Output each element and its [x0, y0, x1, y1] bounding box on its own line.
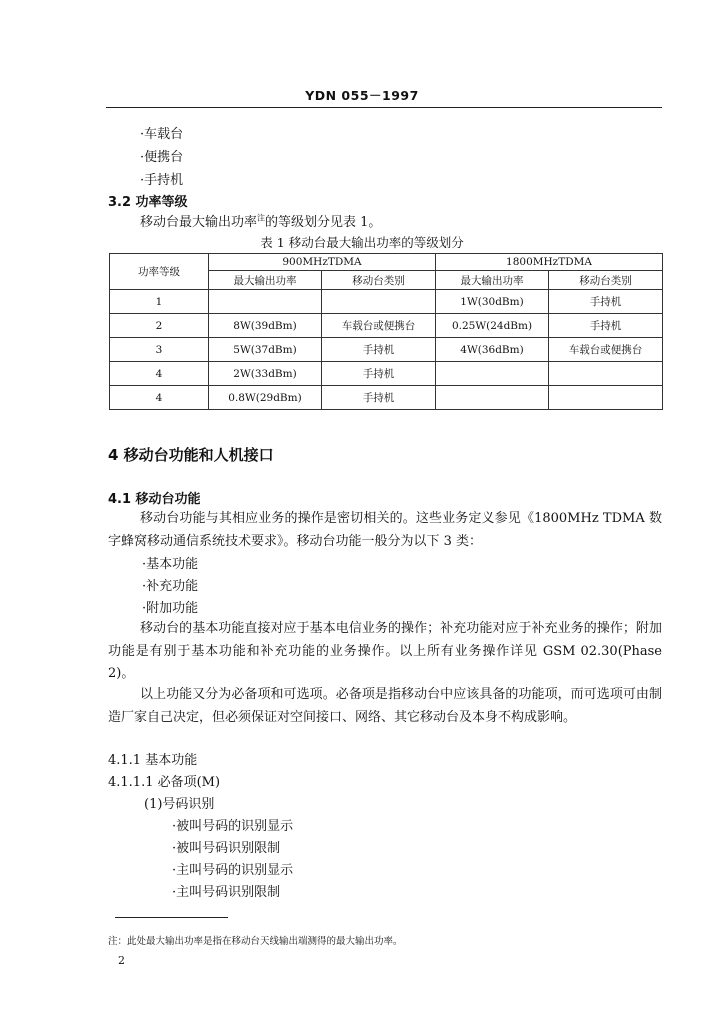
section-text-part1: 移动台最大输出功率: [140, 215, 258, 230]
cell-power-900: 5W(37dBm): [209, 338, 322, 362]
header-max-power-900: 最大输出功率: [209, 271, 322, 290]
section-heading-4-1-1: 4.1.1 基本功能: [108, 753, 198, 768]
cell-type-1800: [549, 362, 663, 386]
section-heading-4-1-1-1: 4.1.1.1 必备项(M): [108, 775, 221, 790]
header-station-type-1800: 移动台类别: [549, 271, 663, 290]
cell-type-1800: 手持机: [549, 314, 663, 338]
header-1800mhz: 1800MHzTDMA: [436, 254, 663, 271]
cell-power-1800: [436, 362, 549, 386]
cell-power-900: 2W(33dBm): [209, 362, 322, 386]
header-station-type-900: 移动台类别: [322, 271, 436, 290]
table-row: [110, 338, 663, 362]
header-max-power-1800: 最大输出功率: [436, 271, 549, 290]
list-item: ·主叫号码的识别显示: [172, 863, 294, 878]
list-item: ·便携台: [140, 150, 184, 165]
list-item: ·附加功能: [142, 601, 199, 616]
section-text: [140, 211, 381, 230]
power-class-table: [109, 253, 663, 410]
header-900mhz: 900MHzTDMA: [209, 254, 436, 271]
cell-class: 3: [110, 338, 209, 362]
section-text-part2: 的等级划分见表 1。: [265, 215, 382, 230]
table-caption: 表 1 移动台最大输出功率的等级划分: [260, 235, 464, 250]
cell-type-1800: 车载台或便携台: [549, 338, 663, 362]
cell-type-900: 手持机: [322, 362, 436, 386]
cell-type-900: [322, 290, 436, 314]
cell-power-1800: 4W(36dBm): [436, 338, 549, 362]
footnote-rule: [115, 917, 228, 918]
table-row: [110, 386, 663, 410]
cell-type-900: 手持机: [322, 338, 436, 362]
document-code-header: YDN 055－1997: [305, 88, 419, 103]
list-item: ·车载台: [140, 127, 184, 142]
cell-type-1800: 手持机: [549, 290, 663, 314]
cell-power-1800: [436, 386, 549, 410]
header-rule: [106, 107, 662, 108]
cell-class: 4: [110, 386, 209, 410]
cell-class: 2: [110, 314, 209, 338]
section-heading-4: 4 移动台功能和人机接口: [108, 446, 274, 464]
cell-power-900: [209, 290, 322, 314]
cell-power-1800: 0.25W(24dBm): [436, 314, 549, 338]
list-item: ·手持机: [140, 173, 184, 188]
note-mark: 注: [257, 213, 266, 223]
list-item: ·被叫号码识别限制: [172, 841, 281, 856]
table-row: [110, 314, 663, 338]
list-item: ·基本功能: [142, 557, 199, 572]
paragraph-options: 以上功能又分为必备项和可选项。必备项是指移动台中应该具备的功能项，而可选项可由制造厂家自己决定，但必须保证对空间接口、网络、其它移动台及本身不构成影响。: [108, 687, 662, 725]
section-heading-3-2: 3.2 功率等级: [108, 195, 188, 210]
page-number: 2: [118, 954, 125, 967]
cell-type-900: 手持机: [322, 386, 436, 410]
cell-power-900: 8W(39dBm): [209, 314, 322, 338]
cell-class: 1: [110, 290, 209, 314]
cell-type-1800: [549, 386, 663, 410]
footnote: 注：此处最大输出功率是指在移动台天线输出端测得的最大输出功率。: [108, 936, 403, 947]
header-power-class: 功率等级: [110, 254, 209, 290]
cell-power-900: 0.8W(29dBm): [209, 386, 322, 410]
list-item: ·补充功能: [142, 579, 199, 594]
section-heading-4-1: 4.1 移动台功能: [108, 492, 201, 507]
list-item: ·被叫号码的识别显示: [172, 819, 294, 834]
cell-power-1800: 1W(30dBm): [436, 290, 549, 314]
list-item: ·主叫号码识别限制: [172, 885, 281, 900]
table-row: [110, 362, 663, 386]
table-row: [110, 290, 663, 314]
list-item: (1)号码识别: [144, 797, 215, 812]
cell-class: 4: [110, 362, 209, 386]
paragraph-intro: 移动台功能与其相应业务的操作是密切相关的。这些业务定义参见《1800MHz TDMA 数字蜂窝移动通信系统技术要求》。移动台功能一般分为以下 3 类：: [108, 511, 662, 549]
cell-type-900: 车载台或便携台: [322, 314, 436, 338]
paragraph-functions: 移动台的基本功能直接对应于基本电信业务的操作；补充功能对应于补充业务的操作；附加功能是有别于基本功能和补充功能的业务操作。以上所有业务操作详见 GSM 02.30(Phase 2)。: [108, 621, 662, 681]
